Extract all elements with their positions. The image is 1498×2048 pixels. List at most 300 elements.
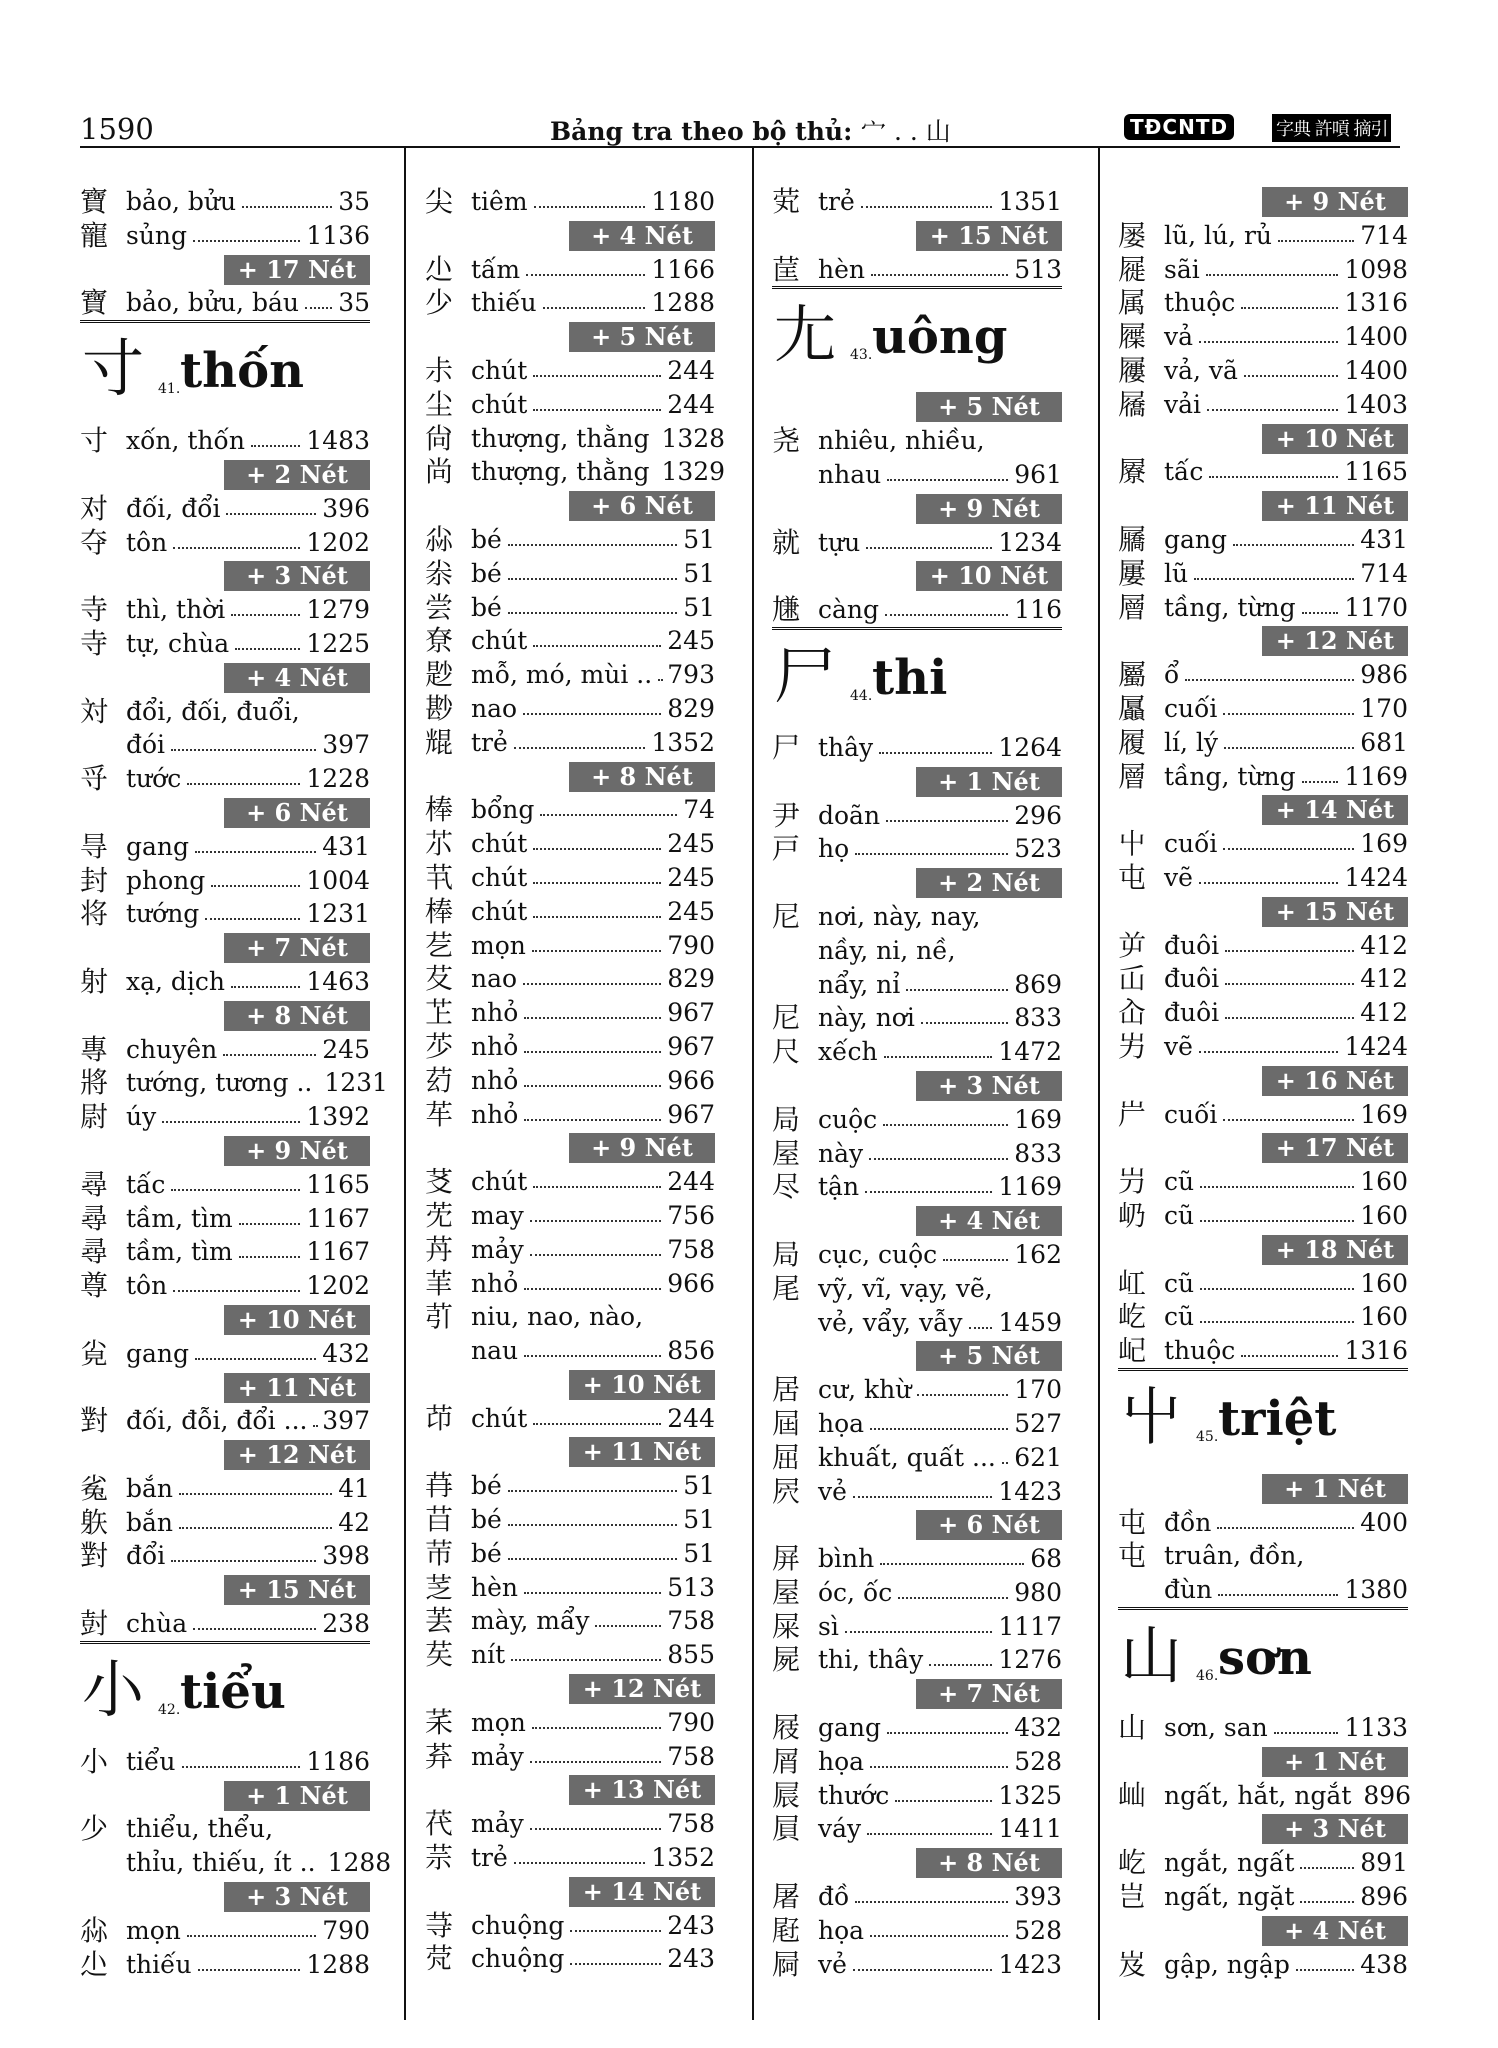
hanzi-character: 屢 xyxy=(1118,556,1147,590)
leader-dots xyxy=(251,445,300,447)
page-title xyxy=(550,112,951,148)
index-entry xyxy=(425,523,715,557)
hanzi-character: 屨 xyxy=(1118,353,1147,387)
reading-line xyxy=(818,1238,1062,1272)
reading-line xyxy=(818,1914,1062,1948)
reading-line xyxy=(126,830,370,864)
stroke-count-header xyxy=(80,1573,370,1607)
reading-text: nẩy, nỉ xyxy=(818,969,901,999)
index-entry-continuation xyxy=(772,1306,1062,1340)
hanzi-character: 䒠 xyxy=(425,1266,454,1300)
leader-dots xyxy=(1223,1119,1354,1121)
column-4 xyxy=(1118,185,1412,1981)
page-ref: 1279 xyxy=(306,595,370,625)
reading-line xyxy=(471,624,715,658)
page-ref: 169 xyxy=(1360,1099,1408,1129)
reading-text: chút xyxy=(471,1403,528,1433)
hanzi-character: 屑 xyxy=(772,1744,801,1778)
index-entry xyxy=(1118,320,1408,354)
reading-text: thiếu xyxy=(126,1949,192,1979)
leader-dots xyxy=(1274,1732,1339,1734)
reading-text: chút xyxy=(471,896,528,926)
leader-dots xyxy=(193,240,300,242)
index-entry xyxy=(80,627,370,661)
page-ref: 51 xyxy=(683,1471,715,1501)
reading-text: tầng, từng xyxy=(1164,592,1296,622)
page-ref: 758 xyxy=(667,1606,715,1636)
hanzi-character: 戸 xyxy=(772,832,801,866)
index-entry xyxy=(1118,760,1408,794)
reading-text: trẻ xyxy=(818,187,855,216)
reading-line xyxy=(471,286,715,320)
stroke-count-label: + 7 Nét xyxy=(916,1679,1062,1709)
hanzi-character: 屶 xyxy=(1118,1165,1147,1199)
page-ref: 523 xyxy=(1014,834,1062,864)
reading-text: nhỏ xyxy=(471,1268,519,1298)
reading-line xyxy=(471,557,715,591)
stroke-count-label: + 3 Nét xyxy=(224,1882,370,1912)
reading-line xyxy=(126,1404,370,1438)
leader-dots xyxy=(524,1017,661,1019)
index-entry xyxy=(425,455,726,489)
index-entry xyxy=(80,695,370,729)
reading-text: đồn xyxy=(1164,1507,1212,1537)
hanzi-character: 層 xyxy=(1118,590,1147,624)
page-ref: 51 xyxy=(683,524,715,554)
reading-text: trẻ xyxy=(471,1843,508,1873)
hanzi-character: 屫 xyxy=(1118,522,1147,556)
reading-line xyxy=(1164,1711,1408,1745)
hanzi-character: 屒 xyxy=(772,1778,801,1812)
hanzi-character: 局 xyxy=(772,1237,801,1271)
reading-text: thi, thây xyxy=(818,1645,924,1675)
hanzi-character: 屷 xyxy=(1118,1198,1147,1232)
index-entry xyxy=(80,593,370,627)
stroke-count-label: + 14 Nét xyxy=(1262,795,1408,825)
reading-text: tấm xyxy=(471,254,521,284)
reading-text: chút xyxy=(471,829,528,859)
leader-dots xyxy=(1002,1462,1008,1464)
leader-dots xyxy=(1200,1321,1354,1323)
reading-line xyxy=(818,1643,1062,1677)
radical-name: triệt xyxy=(1218,1390,1337,1447)
radical-name: thốn xyxy=(180,343,304,400)
reading-line xyxy=(1164,523,1408,557)
reading-text: vẽ xyxy=(1164,1031,1193,1061)
index-entry xyxy=(1118,692,1408,726)
reading-line xyxy=(818,934,1062,968)
reading-text: càng xyxy=(818,595,880,625)
stroke-count-label: + 15 Nét xyxy=(1262,897,1408,927)
leader-dots xyxy=(1225,950,1354,952)
reading-line xyxy=(471,929,715,963)
reading-text: tựu xyxy=(818,527,861,557)
index-entry xyxy=(772,1373,1062,1407)
reading-text: phong xyxy=(126,865,206,895)
stroke-count-header xyxy=(1118,624,1408,658)
leader-dots xyxy=(865,1191,992,1193)
stroke-count-header xyxy=(80,1779,370,1813)
stroke-count-label: + 5 Nét xyxy=(569,322,715,352)
index-entry xyxy=(425,1402,715,1436)
stroke-count-header xyxy=(80,1134,370,1168)
reading-text: thượng, thằng xyxy=(471,457,650,487)
reading-text: niu, nao, nào, xyxy=(471,1302,644,1332)
stroke-count-header xyxy=(80,1303,370,1337)
hanzi-character: 屎 xyxy=(772,1609,801,1643)
index-entry xyxy=(425,1165,715,1199)
index-entry xyxy=(425,1503,715,1537)
leader-dots xyxy=(305,307,332,309)
leader-dots xyxy=(1296,1969,1354,1971)
index-entry xyxy=(772,900,1062,934)
leader-dots xyxy=(1200,1186,1354,1188)
page-ref: 160 xyxy=(1360,1167,1408,1197)
reading-line xyxy=(471,1199,715,1233)
reading-text: họa xyxy=(818,1746,865,1776)
hanzi-character: 尛 xyxy=(80,1913,109,1947)
reading-line xyxy=(471,1638,715,1672)
reading-line xyxy=(1164,726,1408,760)
page-ref: 398 xyxy=(322,1541,370,1571)
hanzi-character: 寽 xyxy=(80,762,109,796)
reading-text: vẻ, vẩy, vẫy xyxy=(818,1307,963,1337)
leader-dots xyxy=(906,989,1008,991)
page-ref: 412 xyxy=(1360,930,1408,960)
reading-line xyxy=(818,1035,1062,1069)
index-entry xyxy=(425,557,715,591)
reading-text: tướng, tương .. xyxy=(126,1068,313,1098)
reading-line xyxy=(471,422,726,456)
leader-dots xyxy=(179,1527,332,1529)
reading-text: tướng xyxy=(126,899,200,929)
reading-line xyxy=(471,1503,715,1537)
page-ref: 1231 xyxy=(306,899,370,929)
page-ref: 397 xyxy=(322,730,370,760)
page-ref: 967 xyxy=(667,998,715,1028)
reading-line xyxy=(471,962,715,996)
reading-text: bé xyxy=(471,1505,502,1535)
index-entry xyxy=(80,1812,370,1846)
reading-line xyxy=(471,253,715,287)
stroke-count-label: + 17 Nét xyxy=(224,255,370,285)
reading-text: thì, thời xyxy=(126,595,226,625)
leader-dots xyxy=(543,307,646,309)
reading-line xyxy=(126,1948,370,1982)
stroke-count-label: + 4 Nét xyxy=(569,221,715,251)
stroke-count-label: + 9 Nét xyxy=(224,1136,370,1166)
reading-line xyxy=(471,354,715,388)
reading-line xyxy=(126,1506,370,1540)
reading-text: vỹ, vĩ, vạy, vẽ, xyxy=(818,1273,993,1303)
reading-line xyxy=(1164,692,1408,726)
page-title-radicals: 宀 . . 山 xyxy=(861,117,951,146)
stroke-count-header xyxy=(1118,895,1408,929)
leader-dots xyxy=(1207,409,1338,411)
leader-dots xyxy=(855,1901,1008,1903)
reading-line xyxy=(471,861,715,895)
reading-line xyxy=(471,1098,715,1132)
reading-text: bắn xyxy=(126,1473,174,1503)
page-ref: 412 xyxy=(1360,998,1408,1028)
leader-dots xyxy=(871,274,1008,276)
reading-line xyxy=(126,1033,370,1067)
index-entry xyxy=(425,1604,715,1638)
page-ref: 170 xyxy=(1360,693,1408,723)
page-ref: 966 xyxy=(667,1065,715,1095)
leader-dots xyxy=(524,1119,661,1121)
leader-dots xyxy=(969,1327,993,1329)
hanzi-character: 將 xyxy=(80,1066,109,1100)
hanzi-character: 䒗 xyxy=(425,928,454,962)
leader-dots xyxy=(1199,882,1338,884)
reading-line xyxy=(818,1001,1062,1035)
index-entry xyxy=(425,996,715,1030)
page-ref: 432 xyxy=(322,1338,370,1368)
reading-line xyxy=(471,692,715,726)
reading-text: họa xyxy=(818,1915,865,1945)
leader-dots xyxy=(533,882,661,884)
page-ref: 1411 xyxy=(998,1814,1062,1844)
index-entry xyxy=(772,1948,1062,1982)
hanzi-character: 寺 xyxy=(80,626,109,660)
hanzi-character: 屪 xyxy=(1118,455,1147,489)
reading-text: vẽ xyxy=(1164,862,1193,892)
reading-text: đổi, đối, đuổi, xyxy=(126,696,300,726)
hanzi-character: 屋 xyxy=(772,1575,801,1609)
page-ref: 296 xyxy=(1014,800,1062,830)
reading-line xyxy=(126,965,370,999)
index-entry xyxy=(425,185,715,219)
hanzi-character: 属 xyxy=(1118,286,1147,320)
index-entry xyxy=(1118,929,1408,963)
index-entry xyxy=(425,591,715,625)
page-ref: 1225 xyxy=(306,628,370,658)
page-ref: 1325 xyxy=(998,1780,1062,1810)
page-ref: 1423 xyxy=(998,1476,1062,1506)
reading-line xyxy=(126,728,370,762)
leader-dots xyxy=(179,1493,332,1495)
page-ref: 74 xyxy=(683,795,715,825)
page-ref: 244 xyxy=(667,389,715,419)
stroke-count-header xyxy=(425,1131,715,1165)
reading-text: ngất, ngặt xyxy=(1164,1882,1295,1912)
reading-text: úy xyxy=(126,1102,157,1132)
stroke-count-label: + 16 Nét xyxy=(1262,1066,1408,1096)
index-entry xyxy=(772,424,1062,458)
index-entry xyxy=(772,1779,1062,1813)
leader-dots xyxy=(533,375,661,377)
reading-text: mọn xyxy=(471,1707,526,1737)
reading-line xyxy=(471,455,726,489)
index-entry xyxy=(80,1506,370,1540)
hanzi-character: 屐 xyxy=(772,1711,801,1745)
hanzi-character: 屯 xyxy=(1118,1505,1147,1539)
leader-dots xyxy=(1241,1355,1338,1357)
index-entry-continuation xyxy=(772,968,1062,1002)
page-ref: 758 xyxy=(667,1234,715,1264)
hanzi-character: 屈 xyxy=(772,1440,801,1474)
page-ref: 1483 xyxy=(306,426,370,456)
reading-line xyxy=(126,526,370,560)
index-entry xyxy=(425,1098,715,1132)
reading-text: mọn xyxy=(126,1915,181,1945)
index-entry xyxy=(772,731,1062,765)
reading-text: họa xyxy=(818,1408,865,1438)
hanzi-character: 屴 xyxy=(1118,1029,1147,1063)
leader-dots xyxy=(530,1254,662,1256)
stroke-count-header xyxy=(425,489,715,523)
reading-line xyxy=(126,1337,370,1371)
index-entry xyxy=(1118,962,1408,996)
leader-dots xyxy=(524,1051,661,1053)
page-ref: 896 xyxy=(1360,1882,1408,1912)
reading-line xyxy=(1164,253,1408,287)
radical-section-header xyxy=(80,1641,370,1745)
reading-line xyxy=(126,762,370,796)
index-entry xyxy=(80,185,370,219)
reading-text: xạ, dịch xyxy=(126,966,225,996)
reading-text: nhau xyxy=(818,459,882,489)
radical-character: 寸 xyxy=(82,332,145,406)
index-entry xyxy=(425,388,715,422)
leader-dots xyxy=(533,916,661,918)
hanzi-character: 対 xyxy=(80,694,109,728)
page-ref: 1004 xyxy=(306,865,370,895)
index-entry xyxy=(1118,1880,1408,1914)
leader-dots xyxy=(884,1056,993,1058)
reading-line xyxy=(126,864,370,898)
hanzi-character: 屹 xyxy=(1118,1300,1147,1334)
stroke-count-label: + 8 Nét xyxy=(569,762,715,792)
leader-dots xyxy=(162,1121,300,1123)
leader-dots xyxy=(508,544,677,546)
radical-number: 45. xyxy=(1196,1428,1219,1445)
index-entry xyxy=(425,861,715,895)
index-entry xyxy=(772,1542,1062,1576)
page-ref: 245 xyxy=(667,829,715,859)
page-header xyxy=(80,104,1400,148)
hanzi-character: 尽 xyxy=(772,1170,801,1204)
stroke-count-label: + 1 Nét xyxy=(916,767,1062,797)
hanzi-character: 岌 xyxy=(1118,1947,1147,1981)
hanzi-character: 䒣 xyxy=(425,1469,454,1503)
leader-dots xyxy=(205,918,300,920)
hanzi-character: 山 xyxy=(1118,1711,1147,1745)
stroke-count-label: + 10 Nét xyxy=(224,1305,370,1335)
page-ref: 1351 xyxy=(998,187,1062,216)
hanzi-character: 少 xyxy=(425,286,454,320)
reading-line xyxy=(818,1745,1062,1779)
leader-dots xyxy=(173,1290,300,1292)
page-ref: 1098 xyxy=(1344,254,1408,284)
page-ref: 980 xyxy=(1014,1577,1062,1607)
index-entry xyxy=(425,1537,715,1571)
index-entry xyxy=(425,827,715,861)
column-3 xyxy=(772,185,1062,1981)
page-ref: 793 xyxy=(667,660,715,690)
reading-text: tiêm xyxy=(471,187,528,216)
hanzi-character: 屣 xyxy=(1118,252,1147,286)
leader-dots xyxy=(195,851,316,853)
stroke-count-label: + 11 Nét xyxy=(224,1373,370,1403)
reading-line xyxy=(126,1472,370,1506)
index-entry xyxy=(1118,1098,1408,1132)
reading-line xyxy=(126,1846,392,1880)
page-ref: 244 xyxy=(667,355,715,385)
stroke-count-header xyxy=(425,1368,715,1402)
hanzi-character: 對 xyxy=(80,1539,109,1573)
hanzi-character: 屵 xyxy=(1118,1097,1147,1131)
hanzi-character: 層 xyxy=(1118,759,1147,793)
reading-line xyxy=(471,388,715,422)
column-divider xyxy=(1098,148,1100,2020)
index-entry-continuation xyxy=(425,1334,715,1368)
reading-line xyxy=(818,1880,1062,1914)
reading-line xyxy=(1164,658,1408,692)
reading-line xyxy=(818,424,1062,458)
leader-dots xyxy=(855,853,1008,855)
page-ref: 245 xyxy=(667,862,715,892)
hanzi-character: 屯 xyxy=(1118,860,1147,894)
page-ref: 1424 xyxy=(1344,1031,1408,1061)
reading-text: thượng, thằng xyxy=(471,423,650,453)
leader-dots xyxy=(870,1766,1008,1768)
hanzi-character: 屹 xyxy=(1118,1846,1147,1880)
page-ref: 51 xyxy=(683,592,715,622)
leader-dots xyxy=(508,1524,677,1526)
leader-dots xyxy=(1241,307,1338,309)
leader-dots xyxy=(187,783,300,785)
leader-dots xyxy=(523,983,661,985)
reading-line xyxy=(1164,1199,1408,1233)
leader-dots xyxy=(1194,578,1354,580)
index-entry xyxy=(772,799,1062,833)
reading-line xyxy=(818,1170,1062,1204)
reading-text: sủng xyxy=(126,220,188,250)
leader-dots xyxy=(524,1085,661,1087)
hanzi-character: 䒩 xyxy=(425,1705,454,1739)
hanzi-character: 尺 xyxy=(772,1035,801,1069)
stroke-count-label: + 4 Nét xyxy=(224,663,370,693)
leader-dots xyxy=(171,1189,300,1191)
index-entry xyxy=(425,1469,715,1503)
reading-text: đồ xyxy=(818,1882,850,1912)
reading-line xyxy=(1164,286,1408,320)
page-ref: 961 xyxy=(1014,459,1062,489)
reading-text: cũ xyxy=(1164,1302,1195,1332)
column-1 xyxy=(80,185,392,1981)
stroke-count-header xyxy=(80,661,370,695)
reading-line xyxy=(1164,1165,1408,1199)
hanzi-character: 尐 xyxy=(425,252,454,286)
hanzi-character: 䒙 xyxy=(425,996,454,1030)
reading-line xyxy=(1164,1880,1408,1914)
index-entry xyxy=(80,1539,370,1573)
leader-dots xyxy=(533,848,661,850)
leader-dots xyxy=(1206,274,1339,276)
stroke-count-label: + 7 Nét xyxy=(224,933,370,963)
stroke-count-label: + 8 Nét xyxy=(916,1848,1062,1878)
hanzi-character: 䒭 xyxy=(425,1908,454,1942)
page-ref: 1169 xyxy=(998,1172,1062,1202)
page-ref: 528 xyxy=(1014,1746,1062,1776)
index-entry xyxy=(1118,861,1408,895)
stroke-count-header xyxy=(1118,793,1408,827)
hanzi-character: 寺 xyxy=(80,593,109,627)
reading-text: thây xyxy=(818,732,874,762)
page-ref: 1400 xyxy=(1344,355,1408,385)
